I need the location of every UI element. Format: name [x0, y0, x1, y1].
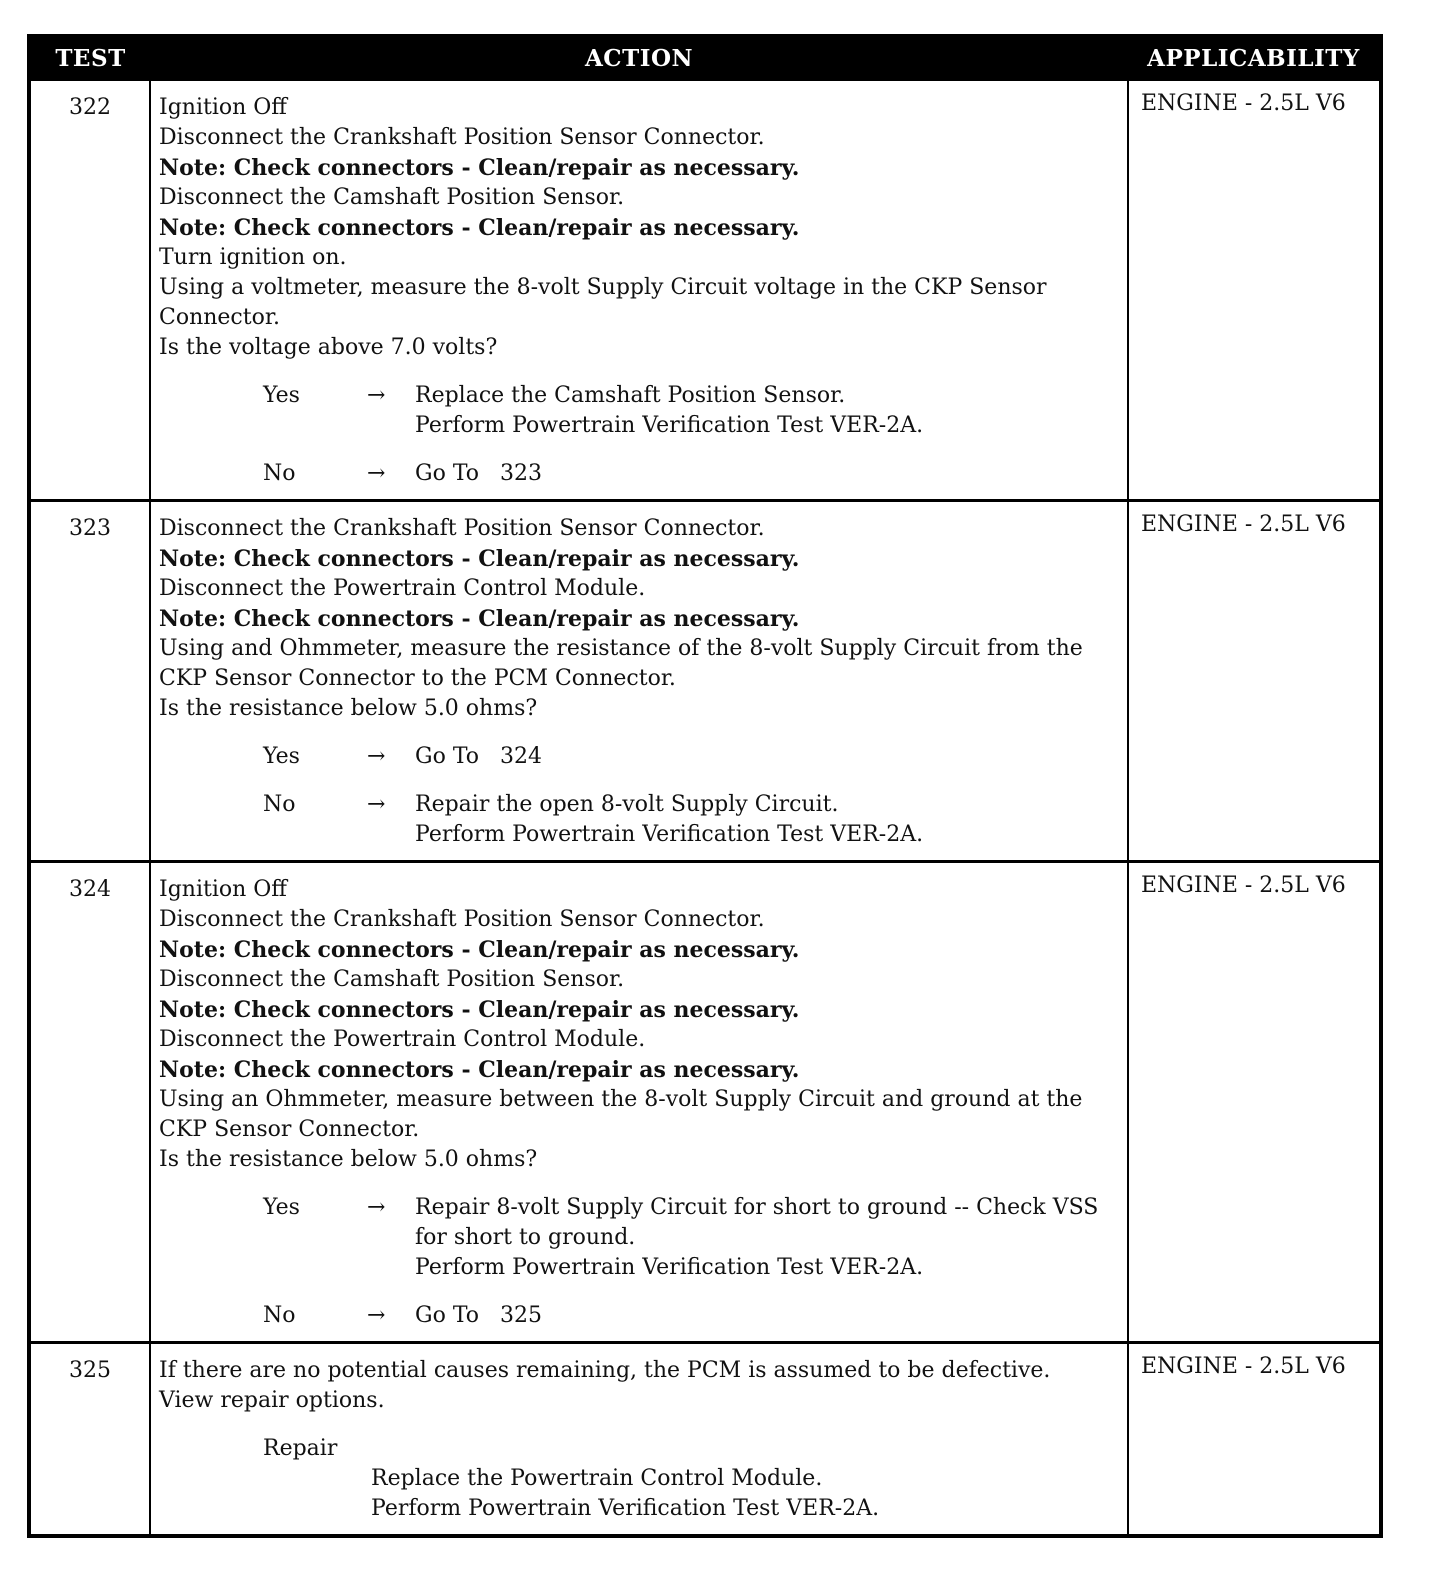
- repair-label: Repair: [263, 1436, 338, 1461]
- applicability-cell: ENGINE - 2.5L V6: [1128, 80, 1381, 501]
- branch-label: Yes: [263, 744, 300, 769]
- instruction-line: Disconnect the Powertrain Control Module.: [159, 576, 646, 601]
- instruction-line: Is the resistance below 5.0 ohms?: [159, 1147, 538, 1172]
- instruction-line: Disconnect the Crankshaft Position Sensor Connector.: [159, 125, 765, 150]
- test-number: 322: [29, 80, 150, 501]
- result-line: Replace the Camshaft Position Sensor.: [415, 383, 846, 408]
- branch-result: [415, 742, 1121, 772]
- note-line: Note: Check connectors - Clean/repair as necessary.: [159, 546, 800, 572]
- branch-yes: [263, 381, 1121, 441]
- instruction-line: Using a voltmeter, measure the 8-volt Supply Circuit voltage in the CKP Sensor Connector.: [159, 275, 1047, 330]
- result-line: Perform Powertrain Verification Test VER-2A.: [415, 413, 924, 438]
- action-cell: [150, 862, 1128, 1343]
- arrow-right-icon: →: [367, 461, 386, 486]
- note-line: Note: Check connectors - Clean/repair as necessary.: [159, 997, 800, 1023]
- table-body: [29, 80, 1381, 1537]
- result-line: Go To 325: [415, 1303, 542, 1328]
- action-cell: [150, 80, 1128, 501]
- instruction-line: Disconnect the Crankshaft Position Sensor Connector.: [159, 516, 765, 541]
- instruction-line: Disconnect the Crankshaft Position Sensor Connector.: [159, 907, 765, 932]
- instruction-line: Is the voltage above 7.0 volts?: [159, 335, 498, 360]
- branch-result: [415, 1193, 1121, 1283]
- repair-action-line: Replace the Powertrain Control Module.: [371, 1466, 823, 1491]
- instruction-line: Disconnect the Camshaft Position Sensor.: [159, 185, 625, 210]
- applicability-cell: ENGINE - 2.5L V6: [1128, 501, 1381, 862]
- header-test: TEST: [29, 36, 150, 80]
- arrow-right-icon: →: [367, 1303, 386, 1328]
- note-line: Note: Check connectors - Clean/repair as necessary.: [159, 1057, 800, 1083]
- result-line: Repair the open 8-volt Supply Circuit.: [415, 792, 839, 817]
- action-cell: [150, 501, 1128, 862]
- header-action: ACTION: [150, 36, 1128, 80]
- instruction-line: View repair options.: [159, 1388, 385, 1413]
- branch-label: No: [263, 792, 296, 817]
- branch-no: [263, 790, 1121, 850]
- diagnostic-test-sheet: [27, 34, 1379, 1538]
- result-line: Repair 8-volt Supply Circuit for short to ground -- Check VSS for short to ground.: [415, 1195, 1106, 1250]
- branch-label: Yes: [263, 1195, 300, 1220]
- branch-no: [263, 1301, 1121, 1331]
- test-number: 325: [29, 1343, 150, 1537]
- table-row: [29, 1343, 1381, 1537]
- table-row: [29, 80, 1381, 501]
- table-header-row: [29, 36, 1381, 80]
- result-line: Perform Powertrain Verification Test VER-2A.: [415, 822, 924, 847]
- table-row: [29, 862, 1381, 1343]
- instruction-line: Ignition Off: [159, 95, 287, 120]
- branch-label: Yes: [263, 383, 300, 408]
- repair-action-line: Perform Powertrain Verification Test VER-2A.: [371, 1496, 880, 1521]
- repair-actions: [371, 1464, 1121, 1524]
- instruction-line: Disconnect the Powertrain Control Module.: [159, 1027, 646, 1052]
- arrow-right-icon: →: [367, 744, 386, 769]
- instruction-line: Using an Ohmmeter, measure between the 8-volt Supply Circuit and ground at the CKP Sensor Connector.: [159, 1087, 1083, 1142]
- result-line: Perform Powertrain Verification Test VER-2A.: [415, 1255, 924, 1280]
- instruction-line: Ignition Off: [159, 877, 287, 902]
- instruction-line: Using and Ohmmeter, measure the resistance of the 8-volt Supply Circuit from the CKP Sensor Connector to the PCM Connector.: [159, 636, 1083, 691]
- branch-label: No: [263, 1303, 296, 1328]
- note-line: Note: Check connectors - Clean/repair as necessary.: [159, 606, 800, 632]
- branch-result: [415, 790, 1121, 850]
- note-line: Note: Check connectors - Clean/repair as necessary.: [159, 937, 800, 963]
- branch-result: [415, 1301, 1121, 1331]
- action-cell: [150, 1343, 1128, 1537]
- branch-result: [415, 381, 1121, 441]
- test-number: 324: [29, 862, 150, 1343]
- diagnostic-test-table: [27, 34, 1383, 1538]
- branch-no: [263, 459, 1121, 489]
- instruction-line: Is the resistance below 5.0 ohms?: [159, 696, 538, 721]
- arrow-right-icon: →: [367, 1195, 386, 1220]
- note-line: Note: Check connectors - Clean/repair as necessary.: [159, 155, 800, 181]
- applicability-cell: ENGINE - 2.5L V6: [1128, 862, 1381, 1343]
- table-row: [29, 501, 1381, 862]
- repair-options: [263, 1434, 1121, 1524]
- result-line: Go To 324: [415, 744, 542, 769]
- header-applicability: APPLICABILITY: [1128, 36, 1381, 80]
- instruction-line: If there are no potential causes remaining, the PCM is assumed to be defective.: [159, 1358, 1051, 1383]
- branch-result: [415, 459, 1121, 489]
- instruction-line: Disconnect the Camshaft Position Sensor.: [159, 967, 625, 992]
- applicability-cell: ENGINE - 2.5L V6: [1128, 1343, 1381, 1537]
- arrow-right-icon: →: [367, 792, 386, 817]
- arrow-right-icon: →: [367, 383, 386, 408]
- branch-yes: [263, 742, 1121, 772]
- note-line: Note: Check connectors - Clean/repair as necessary.: [159, 215, 800, 241]
- result-line: Go To 323: [415, 461, 542, 486]
- branch-yes: [263, 1193, 1121, 1283]
- test-number: 323: [29, 501, 150, 862]
- instruction-line: Turn ignition on.: [159, 245, 347, 270]
- branch-label: No: [263, 461, 296, 486]
